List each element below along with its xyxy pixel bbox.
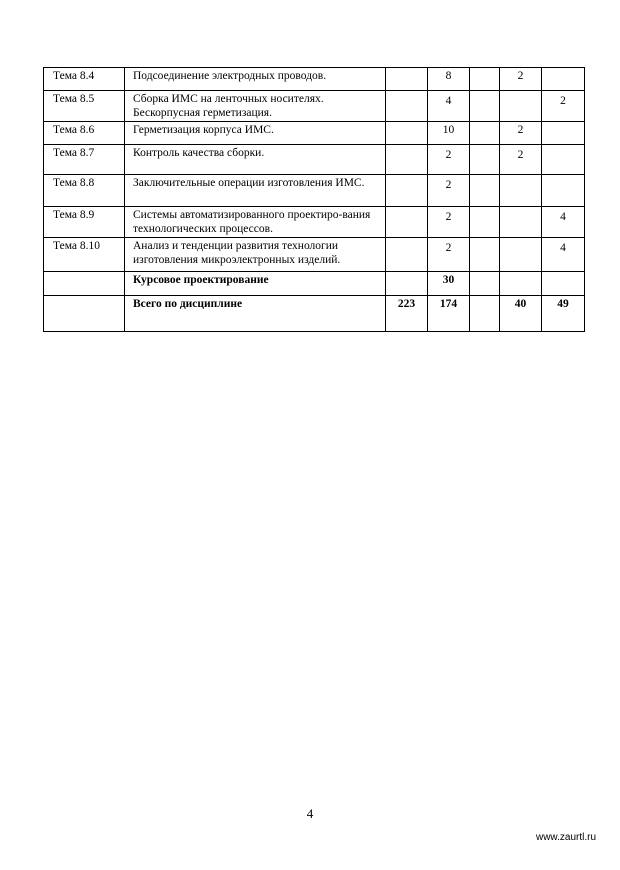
topic-code: Тема 8.8 <box>44 175 125 207</box>
table-row <box>44 68 585 91</box>
hours-total <box>386 175 428 207</box>
hours-self-study: 49 <box>542 296 585 332</box>
hours-theory: 2 <box>428 207 470 238</box>
hours-self-study <box>542 272 585 296</box>
hours-practice: 2 <box>500 122 542 145</box>
hours-total <box>386 145 428 175</box>
hours-theory: 2 <box>428 145 470 175</box>
topic-title: Сборка ИМС на ленточных носителях. Бескорпусная герметизация. <box>125 91 386 122</box>
hours-col-3 <box>470 122 500 145</box>
topic-code: Тема 8.9 <box>44 207 125 238</box>
hours-col-3 <box>470 296 500 332</box>
hours-self-study <box>542 145 585 175</box>
hours-self-study <box>542 68 585 91</box>
topic-title: Герметизация корпуса ИМС. <box>125 122 386 145</box>
topic-title: Заключительные операции изготовления ИМС. <box>125 175 386 207</box>
hours-col-3 <box>470 91 500 122</box>
hours-self-study <box>542 175 585 207</box>
hours-practice <box>500 238 542 272</box>
table-row <box>44 122 585 145</box>
hours-col-3 <box>470 238 500 272</box>
hours-theory: 8 <box>428 68 470 91</box>
hours-theory: 10 <box>428 122 470 145</box>
table-row <box>44 272 585 296</box>
hours-total: 223 <box>386 296 428 332</box>
hours-self-study <box>542 122 585 145</box>
hours-col-3 <box>470 175 500 207</box>
hours-practice: 2 <box>500 145 542 175</box>
hours-self-study: 4 <box>542 238 585 272</box>
hours-col-3 <box>470 207 500 238</box>
hours-practice: 2 <box>500 68 542 91</box>
curriculum-table <box>43 67 585 332</box>
hours-total <box>386 91 428 122</box>
hours-theory: 2 <box>428 238 470 272</box>
hours-col-3 <box>470 145 500 175</box>
topic-code: Тема 8.5 <box>44 91 125 122</box>
topic-code: Тема 8.6 <box>44 122 125 145</box>
site-watermark: www.zaurtl.ru <box>535 832 596 843</box>
hours-total <box>386 272 428 296</box>
topic-code <box>44 272 125 296</box>
hours-col-3 <box>470 68 500 91</box>
table-row <box>44 91 585 122</box>
hours-theory: 174 <box>428 296 470 332</box>
hours-practice <box>500 207 542 238</box>
table-row <box>44 296 585 332</box>
topic-code <box>44 296 125 332</box>
hours-self-study: 4 <box>542 207 585 238</box>
hours-total <box>386 68 428 91</box>
topic-title: Анализ и тенденции развития технологии изготовления микроэлектронных изделий. <box>125 238 386 272</box>
topic-title: Системы автоматизированного проектиро-вания технологических процессов. <box>125 207 386 238</box>
table-row <box>44 238 585 272</box>
topic-title: Всего по дисциплине <box>125 296 386 332</box>
topic-code: Тема 8.4 <box>44 68 125 91</box>
hours-practice <box>500 272 542 296</box>
table-row <box>44 145 585 175</box>
topic-title: Контроль качества сборки. <box>125 145 386 175</box>
hours-total <box>386 122 428 145</box>
table-row <box>44 207 585 238</box>
hours-practice <box>500 91 542 122</box>
hours-theory: 30 <box>428 272 470 296</box>
topic-code: Тема 8.10 <box>44 238 125 272</box>
hours-theory: 2 <box>428 175 470 207</box>
hours-self-study: 2 <box>542 91 585 122</box>
page-number: 4 <box>306 806 314 821</box>
topic-title: Курсовое проектирование <box>125 272 386 296</box>
hours-total <box>386 238 428 272</box>
topic-code: Тема 8.7 <box>44 145 125 175</box>
hours-col-3 <box>470 272 500 296</box>
hours-practice <box>500 175 542 207</box>
topic-title: Подсоединение электродных проводов. <box>125 68 386 91</box>
hours-total <box>386 207 428 238</box>
hours-theory: 4 <box>428 91 470 122</box>
table-row <box>44 175 585 207</box>
hours-practice: 40 <box>500 296 542 332</box>
